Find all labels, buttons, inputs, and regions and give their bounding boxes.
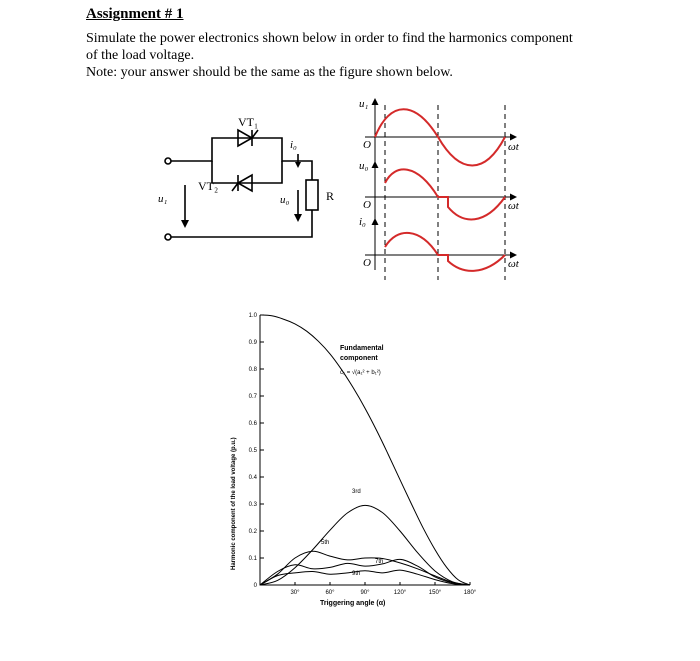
series-7th <box>260 559 470 585</box>
y-tick-label: 0.1 <box>248 556 257 562</box>
y-tick-label: 0.2 <box>248 529 257 535</box>
y-axis-label: Harmonic component of the load voltage (p.u.) <box>231 437 237 570</box>
terminal-bottom <box>165 234 171 240</box>
x-tick-label: 180° <box>463 590 477 596</box>
vt2-label: VT₂ <box>198 179 219 193</box>
y-tick-label: 0.8 <box>248 367 257 373</box>
y-tick-label: 0.5 <box>248 448 257 454</box>
wire-bottom <box>171 210 312 237</box>
terminal-top <box>165 158 171 164</box>
series-5th <box>260 551 470 585</box>
label-7th: 7th <box>375 559 384 565</box>
wt-label-3: ωt <box>508 258 519 270</box>
waveform-diagram <box>345 95 535 285</box>
assignment-text <box>86 30 646 81</box>
wt-label-1: ωt <box>508 141 519 153</box>
y-tick-label: 0.9 <box>248 340 257 346</box>
assignment-title: Assignment # 1 <box>86 6 184 22</box>
y-tick-label: 0.6 <box>248 421 257 427</box>
annotation-fundamental: Fundamental <box>340 345 384 352</box>
y-tick-label: 0.4 <box>248 475 257 481</box>
io-label: i₀ <box>290 139 297 151</box>
wt-label-2: ωt <box>508 200 519 212</box>
x-axis-label: Triggering angle (α) <box>320 600 386 607</box>
label-5th: 5th <box>321 540 330 546</box>
red-waveforms <box>375 109 505 271</box>
uo-wave <box>385 169 505 219</box>
io-wave <box>385 233 505 271</box>
x-tick-label: 30° <box>290 590 300 596</box>
wire-antiparallel <box>212 161 282 183</box>
x-tick-label: 90° <box>360 590 370 596</box>
task-line-2: of the load voltage. <box>86 48 195 63</box>
io-axis-label: i₀ <box>359 216 366 228</box>
task-note: Note: your answer should be the same as the figure shown below. <box>86 65 453 80</box>
task-line-1: Simulate the power electronics shown below in order to find the harmonics component <box>86 31 573 46</box>
u1-label: u₁ <box>158 193 168 205</box>
x-tick-label: 150° <box>428 590 442 596</box>
origin-label-2: O <box>363 199 371 211</box>
label-3rd: 3rd <box>352 489 361 495</box>
resistor <box>306 180 318 210</box>
annotation-component: component <box>340 355 378 362</box>
x-tick-label: 60° <box>325 590 335 596</box>
annotation-formula: c₁ = √(a₁² + b₁²) <box>340 370 381 376</box>
x-tick-label: 120° <box>393 590 407 596</box>
y-tick-label: 0 <box>253 583 257 589</box>
label-9th: 9th <box>352 571 361 577</box>
vt1-label: VT₁ <box>238 115 259 129</box>
harmonic-chart <box>225 300 505 620</box>
origin-label-3: O <box>363 257 371 269</box>
circuit-diagram <box>140 110 360 260</box>
uo-label: u₀ <box>280 194 290 206</box>
y-tick-label: 1.0 <box>248 313 257 319</box>
y-tick-label: 0.3 <box>248 502 257 508</box>
y-tick-label: 0.7 <box>248 394 257 400</box>
u1-axis-label: u₁ <box>359 98 369 110</box>
uo-axis-label: u₀ <box>359 160 369 172</box>
r-label: R <box>326 189 335 203</box>
origin-label-1: O <box>363 139 371 151</box>
